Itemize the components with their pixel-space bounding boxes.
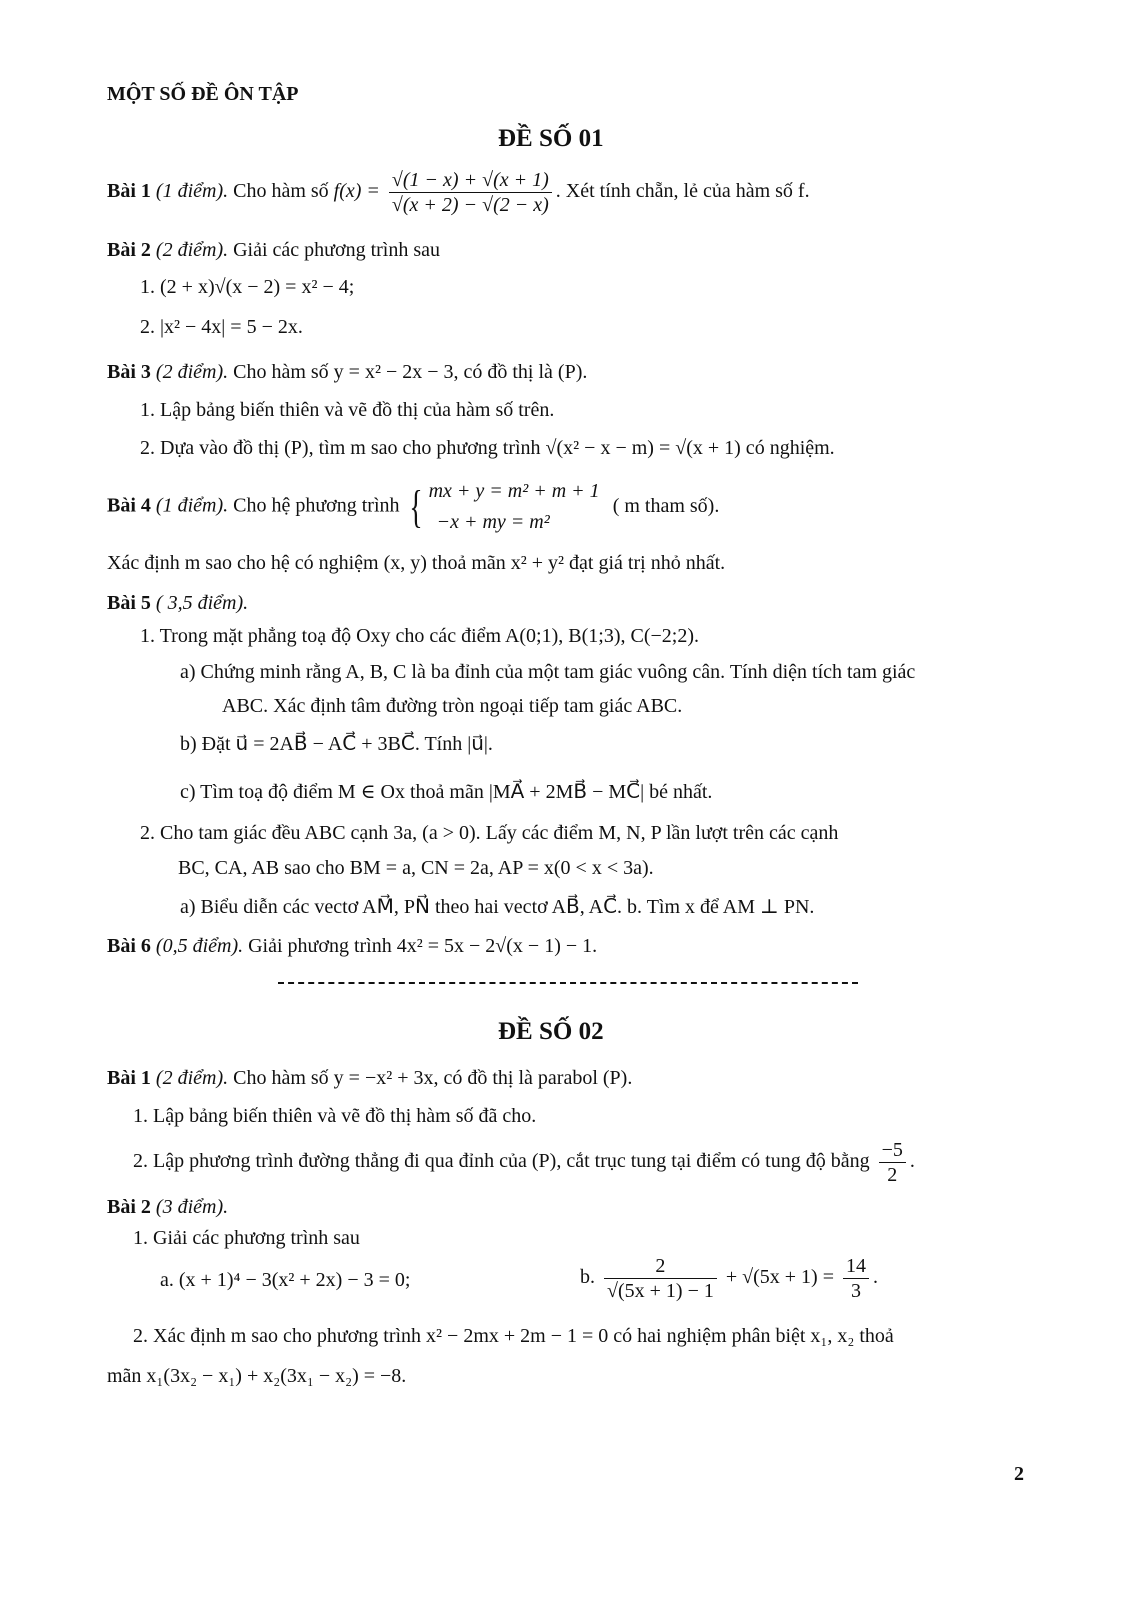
numerator: 2 — [604, 1254, 717, 1279]
bai-points: (2 điểm). — [155, 1067, 229, 1089]
de2-bai1 — [107, 1066, 632, 1090]
bai-points: (2 điểm). — [155, 239, 229, 261]
bai-label: Bài 1 — [107, 180, 151, 203]
bai-label: Bài 1 — [107, 1067, 151, 1089]
list-item: 2. Xác định m sao cho phương trình x² − 2mx + 2m − 1 = 0 có hai nghiệm phân biệt x₁, x₂ thoả — [133, 1325, 894, 1347]
list-item-cont: mãn x₁(3x₂ − x₁) + x₂(3x₁ − x₂) = −8. — [107, 1365, 407, 1387]
list-item: c) Tìm toạ độ điểm M ∈ Ox thoả mãn |MA⃗ + 2MB⃗ − MC⃗| bé nhất. — [180, 781, 713, 803]
equation-system — [429, 476, 600, 538]
list-item: 1. Lập bảng biến thiên và vẽ đồ thị hàm số đã cho. — [133, 1105, 537, 1127]
de1-bai2 — [107, 238, 440, 262]
bai-points: (1 điểm). — [155, 494, 229, 517]
list-item: 2. |x² − 4x| = 5 − 2x. — [140, 316, 303, 338]
equation-1: mx + y = m² + m + 1 — [428, 480, 600, 502]
bai-label: Bài 5 — [107, 592, 151, 614]
list-item: 2. Cho tam giác đều ABC cạnh 3a, (a > 0). Lấy các điểm M, N, P lần lượt trên các cạnh — [140, 822, 839, 844]
middle-term: + √(5x + 1) = — [725, 1266, 834, 1289]
list-item: b) Đặt u⃗ = 2AB⃗ − AC⃗ + 3BC⃗. Tính |u⃗|. — [180, 733, 493, 755]
de2-bai2 — [107, 1195, 228, 1219]
bai-label: Bài 2 — [107, 1196, 151, 1218]
bai-tail: ( m tham số). — [612, 494, 720, 517]
function-name: f(x) = — [333, 180, 380, 203]
bai-tail: . Xét tính chẵn, lẻ của hàm số f. — [555, 180, 810, 203]
section-divider — [278, 982, 858, 984]
bai-text: Cho hàm số y = −x² + 3x, có đồ thị là parabol (P). — [233, 1067, 633, 1089]
denominator: 2 — [887, 1164, 898, 1186]
bai-label: Bài 6 — [107, 935, 151, 957]
bai-label: Bài 4 — [107, 494, 151, 517]
bai-points: (3 điểm). — [155, 1196, 229, 1218]
bai-text: Giải phương trình 4x² = 5x − 2√(x − 1) − 1. — [248, 935, 598, 957]
list-item-cont: BC, CA, AB sao cho BM = a, CN = 2a, AP = x(0 < x < 3a). — [178, 857, 654, 879]
fraction — [879, 1138, 906, 1187]
numerator: 14 — [843, 1254, 869, 1279]
label-b: b. — [580, 1266, 595, 1289]
fraction — [604, 1254, 717, 1303]
bai-points: (2 điểm). — [155, 361, 229, 383]
bai-label: Bài 2 — [107, 239, 151, 261]
bai-text: Cho hệ phương trình — [233, 494, 400, 517]
equation-a: a. (x + 1)⁴ − 3(x² + 2x) − 3 = 0; — [160, 1269, 411, 1291]
list-item: 2. Dựa vào đồ thị (P), tìm m sao cho phương trình √(x² − x − m) = √(x + 1) có nghiệm. — [140, 437, 835, 459]
de1-bai4 — [107, 476, 719, 538]
list-item: 1. Giải các phương trình sau — [133, 1227, 360, 1249]
bai-points: (0,5 điểm). — [155, 935, 244, 957]
numerator: −5 — [879, 1138, 906, 1163]
equation-2: −x + my = m² — [436, 511, 550, 533]
list-item: 1. (2 + x)√(x − 2) = x² − 4; — [140, 276, 355, 298]
de1-bai4-line2: Xác định m sao cho hệ có nghiệm (x, y) thoả mãn x² + y² đạt giá trị nhỏ nhất. — [107, 552, 726, 574]
item-text: 2. Lập phương trình đường thẳng đi qua đỉnh của (P), cắt trục tung tại điểm có tung độ bằng — [133, 1150, 870, 1173]
bai-text: Cho hàm số y = x² − 2x − 3, có đồ thị là (P). — [233, 361, 588, 383]
de1-title: ĐỀ SỐ 01 — [498, 125, 604, 152]
de1-bai3 — [107, 360, 587, 384]
list-item: a) Chứng minh rằng A, B, C là ba đỉnh của một tam giác vuông cân. Tính diện tích tam giác — [180, 661, 916, 683]
de1-bai5 — [107, 591, 248, 615]
bai-label: Bài 3 — [107, 361, 151, 383]
bai-text: Cho hàm số — [233, 180, 329, 203]
page-heading: MỘT SỐ ĐỀ ÔN TẬP — [107, 83, 299, 105]
fraction — [843, 1254, 869, 1303]
bai-points: (1 điểm). — [155, 180, 229, 203]
denominator: √(x + 2) − √(2 − x) — [391, 194, 549, 216]
denominator: 3 — [851, 1280, 861, 1302]
denominator: √(5x + 1) − 1 — [607, 1280, 714, 1302]
de1-bai6 — [107, 934, 597, 958]
list-item: 2. Lập phương trình đường thẳng đi qua đỉnh của (P), cắt trục tung tại điểm có tung độ bằng $\frac{-5}{2}$ . — [133, 1139, 915, 1186]
de2-title: ĐỀ SỐ 02 — [498, 1018, 604, 1045]
numerator: √(1 − x) + √(x + 1) — [389, 168, 552, 193]
de1-bai1 — [107, 168, 810, 217]
list-item: 1. Lập bảng biến thiên và vẽ đồ thị của hàm số trên. — [140, 399, 555, 421]
equation-b: b. $\frac{2}{√(5x + 1) - 1}$ + √(5x + 1) = $\frac{14}{3}$ . — [580, 1255, 878, 1302]
bai-points: ( 3,5 điểm). — [155, 592, 249, 614]
list-item: 1. Trong mặt phẳng toạ độ Oxy cho các điểm A(0;1), B(1;3), C(−2;2). — [140, 625, 699, 647]
list-item-cont: ABC. Xác định tâm đường tròn ngoại tiếp tam giác ABC. — [222, 695, 683, 717]
system-brace: { — [408, 481, 423, 532]
fraction — [389, 168, 552, 217]
page-number: 2 — [1014, 1463, 1024, 1485]
list-item: a) Biểu diễn các vectơ AM⃗, PN⃗ theo hai vectơ AB⃗, AC⃗. b. Tìm x để AM ⊥ PN. — [180, 896, 815, 918]
bai-text: Giải các phương trình sau — [233, 239, 441, 261]
